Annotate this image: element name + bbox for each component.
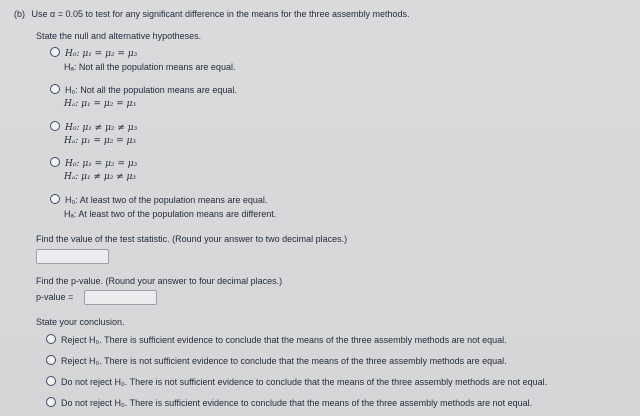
part-label: (b) (14, 9, 25, 19)
radio-icon[interactable] (46, 334, 56, 344)
hypothesis-option-4-ha: Hₐ: μ₁ ≠ μ₂ ≠ μ₃ (64, 172, 137, 182)
p-value-input[interactable] (84, 290, 157, 305)
conclusion-prompt: State your conclusion. (36, 317, 125, 327)
radio-icon[interactable] (46, 355, 56, 365)
hypothesis-option-5[interactable]: H₀: At least two of the population means are equal. (50, 194, 267, 205)
hypothesis-option-1-ha: Hₐ: Not all the population means are equal. (64, 62, 236, 72)
hypothesis-option-3-ha: Hₐ: μ₁ = μ₂ = μ₃ (64, 136, 137, 146)
hypothesis-option-5-ha: Hₐ: At least two of the population means are different. (64, 209, 277, 219)
test-statistic-input[interactable] (36, 249, 109, 264)
conclusion-option-4[interactable]: Do not reject H₀. There is sufficient evidence to conclude that the means of the three assembly methods are not equal. (46, 397, 532, 408)
hypothesis-option-2-ha: Hₐ: μ₁ = μ₂ = μ₃ (64, 99, 137, 109)
radio-icon[interactable] (50, 47, 60, 57)
conclusion-option-1[interactable]: Reject H₀. There is sufficient evidence to conclude that the means of the three assembly methods are not equal. (46, 334, 507, 345)
conclusion-option-2[interactable]: Reject H₀. There is not sufficient evidence to conclude that the means of the three assembly methods are equal. (46, 355, 507, 366)
radio-icon[interactable] (46, 397, 56, 407)
test-statistic-prompt: Find the value of the test statistic. (Round your answer to two decimal places.) (36, 234, 348, 244)
radio-icon[interactable] (50, 194, 60, 204)
intro-text: Use α = 0.05 to test for any significant difference in the means for the three assembly methods. (31, 9, 410, 19)
hypothesis-option-4[interactable]: H₀: μ₁ = μ₂ = μ₃ (50, 157, 137, 169)
radio-icon[interactable] (50, 121, 60, 131)
p-value-prompt: Find the p-value. (Round your answer to four decimal places.) (36, 276, 283, 286)
conclusion-option-3[interactable]: Do not reject H₀. There is not sufficient evidence to conclude that the means of the three assembly methods are not equal. (46, 376, 547, 387)
hypothesis-option-3[interactable]: H₀: μ₁ ≠ μ₂ ≠ μ₃ (50, 121, 137, 133)
radio-icon[interactable] (50, 84, 60, 94)
hypothesis-option-1[interactable]: H₀: μ₁ = μ₂ = μ₃ (50, 47, 137, 59)
radio-icon[interactable] (50, 157, 60, 167)
radio-icon[interactable] (46, 376, 56, 386)
p-value-label: p-value = (36, 292, 74, 302)
hypotheses-prompt: State the null and alternative hypotheses. (36, 31, 202, 41)
question-intro (14, 9, 410, 19)
hypothesis-option-2[interactable]: H₀: Not all the population means are equal. (50, 84, 237, 95)
